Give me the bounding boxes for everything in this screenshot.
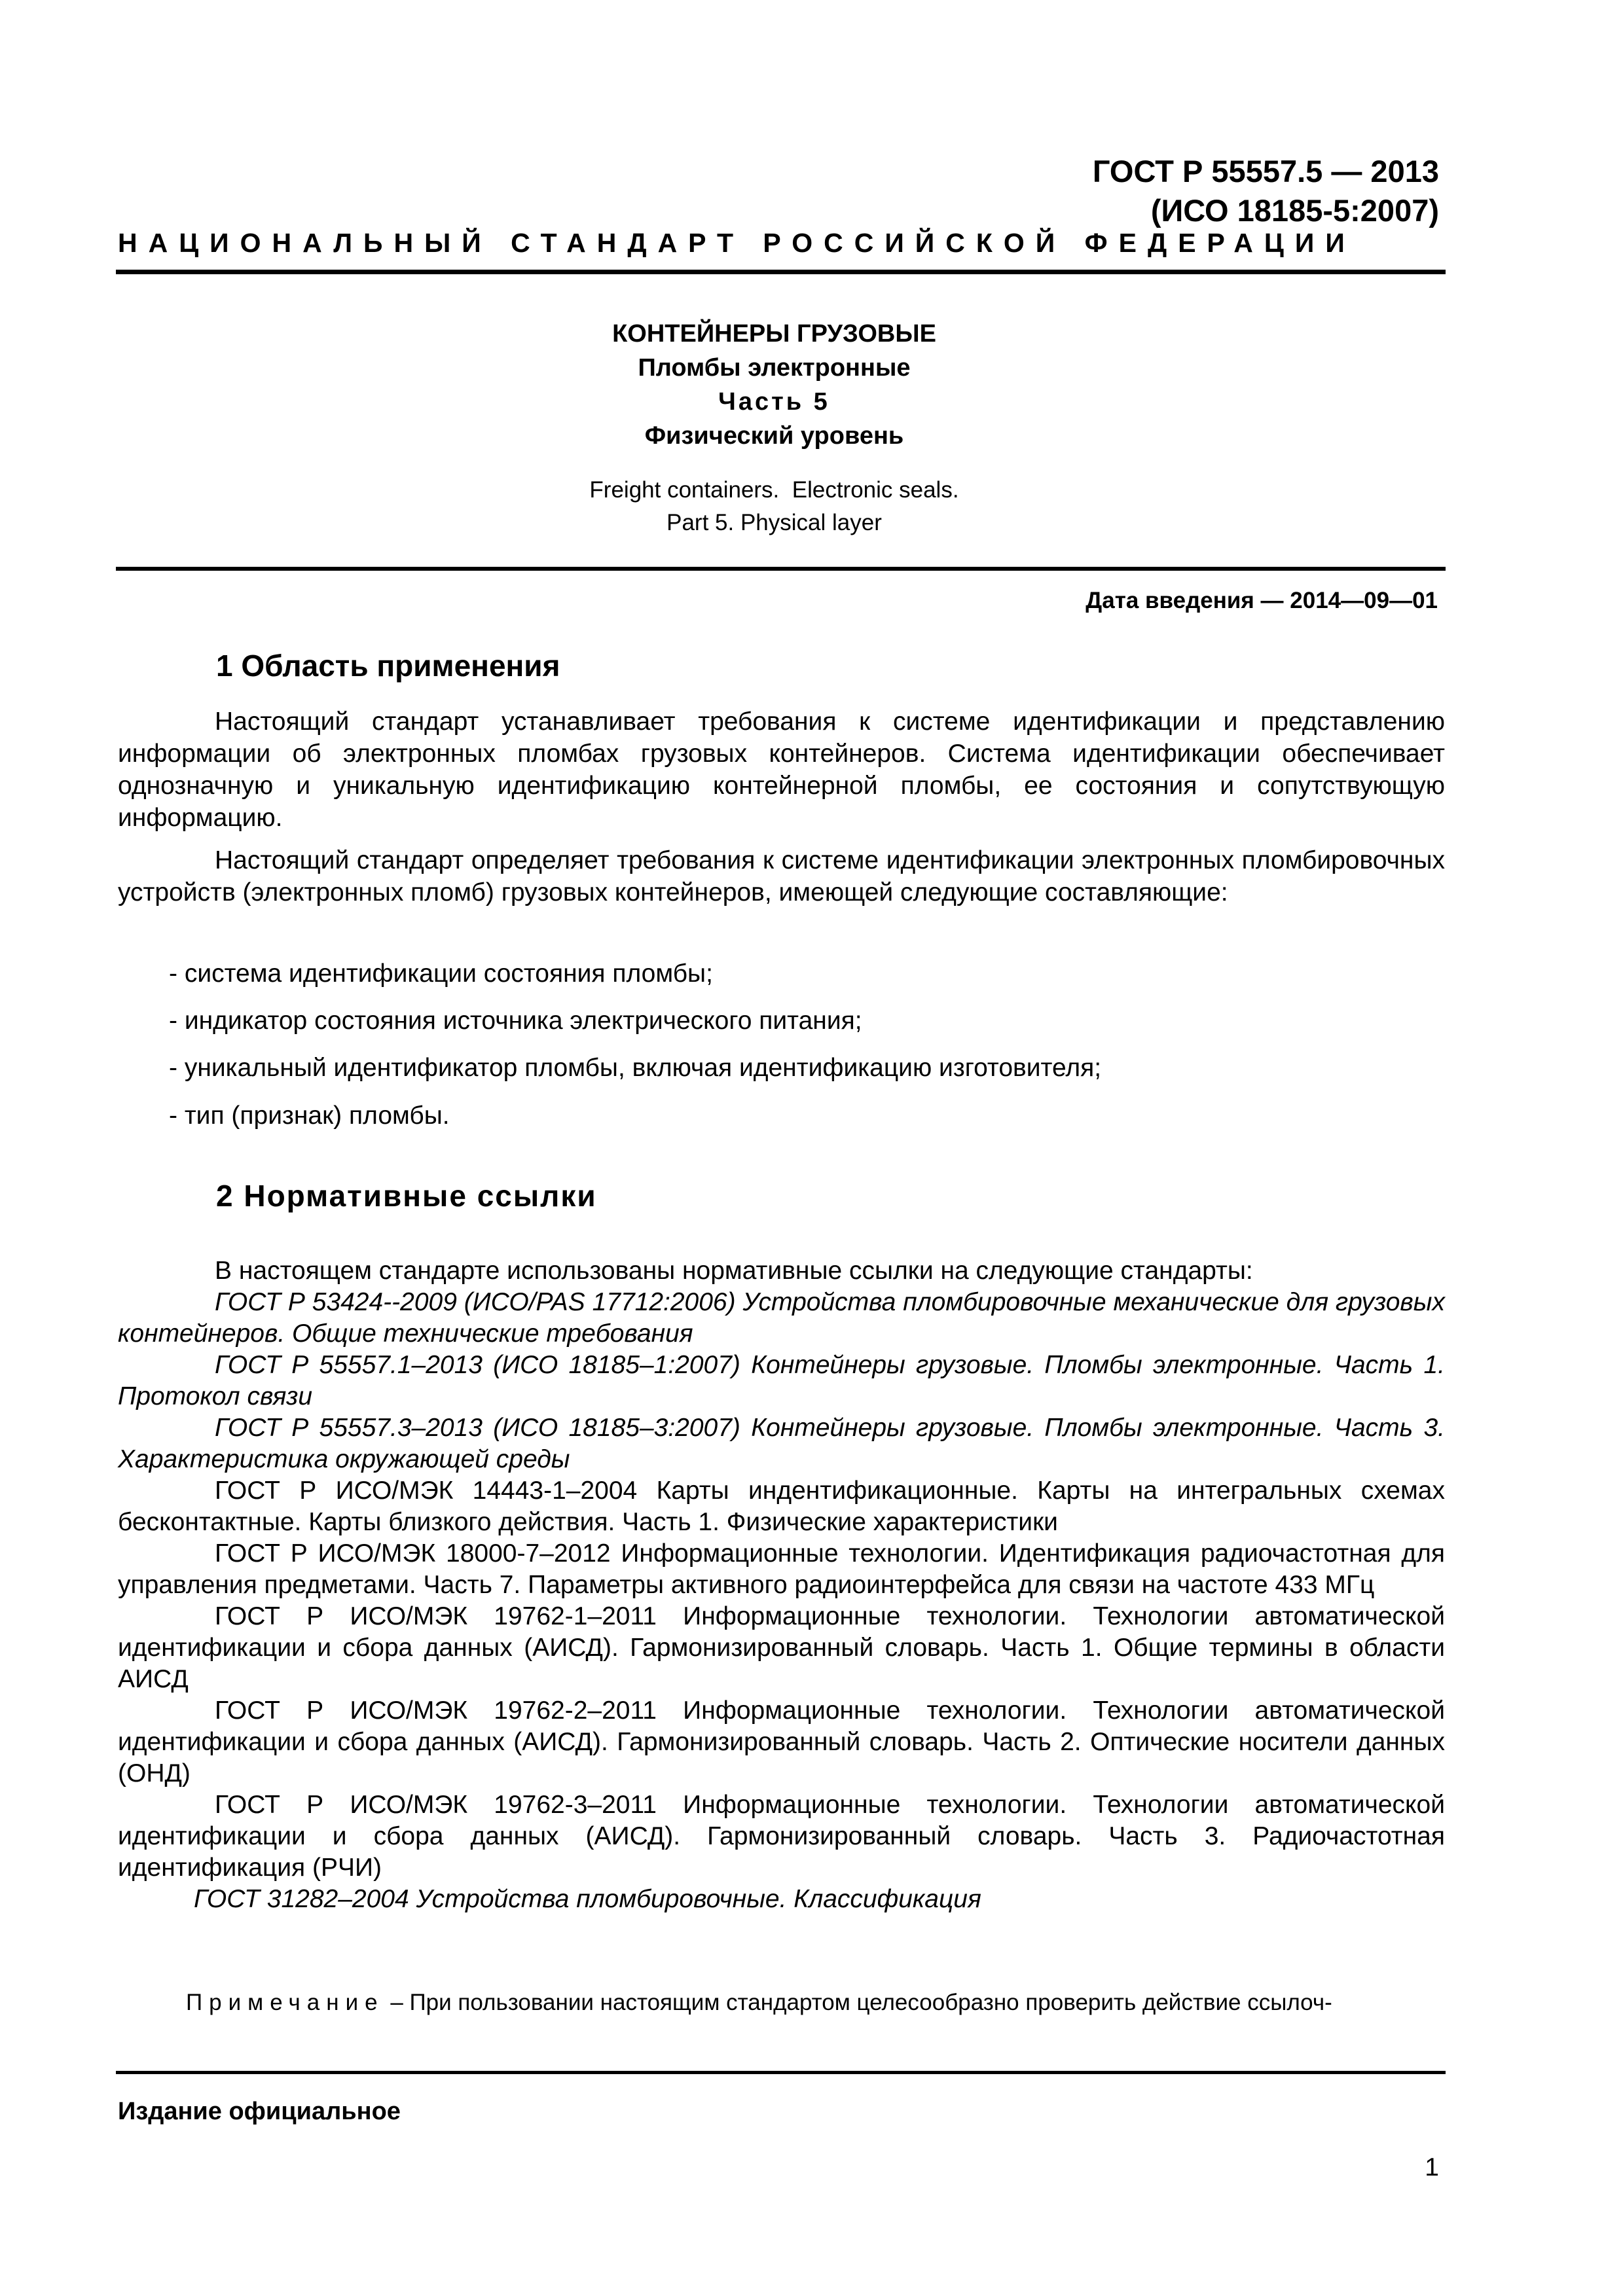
header-rule [116,270,1446,274]
list-item: - уникальный идентификатор пломбы, включая идентификацию изготовителя; [169,1054,1102,1082]
gost-code: ГОСТ Р 55557.5 — 2013 [1092,154,1439,188]
title-line-3: Часть 5 [718,388,830,416]
paragraph-text: Настоящий стандарт устанавливает требования к системе идентификации и представлению информации об электронных пломбах грузовых контейнеров. Система идентификации обеспечивает однозначную и уникальную идентификацию контейнерной пломбы, ее состояния и сопутствующую информацию. [118,708,1445,832]
reference-item: ГОСТ Р 55557.1–2013 (ИСО 18185–1:2007) Контейнеры грузовые. Пломбы электронные. Часть 1. Протокол связи [118,1351,1445,1410]
reference-item: ГОСТ Р ИСО/МЭК 19762-3–2011 Информационные технологии. Технологии автоматической идентификации и сбора данных (АИСД). Гармонизированный словарь. Часть 3. Радиочастотная идентификация (РЧИ) [118,1791,1445,1882]
english-title [0,474,1548,539]
english-title-line-2: Part 5. Physical layer [666,510,882,535]
section-1-paragraph-2 [118,844,1445,908]
page-number: 1 [1425,2153,1439,2181]
standard-title [0,317,1548,453]
reference-item: ГОСТ Р 53424--2009 (ИСО/PAS 17712:2006) Устройства пломбировочные механические для грузовых контейнеров. Общие технические требования [118,1288,1445,1348]
list-item: - индикатор состояния источника электрического питания; [169,1007,862,1035]
references-intro: В настоящем стандарте использованы нормативные ссылки на следующие стандарты: [215,1257,1253,1285]
list-item: - система идентификации состояния пломбы; [169,960,713,988]
title-line-4: Физический уровень [644,422,904,450]
official-edition-label: Издание официальное [118,2098,401,2125]
note-text: – При пользовании настоящим стандартом целесообразно проверить действие ссылоч- [384,1990,1332,2015]
paragraph-text: Настоящий стандарт определяет требования к системе идентификации электронных пломбировочных устройств (электронных пломб) грузовых контейнеров, имеющей следующие составляющие: [118,846,1445,906]
section-1-heading: 1 Область применения [216,649,560,683]
document-code [1093,152,1439,230]
normative-references [118,1255,1445,1915]
reference-item: ГОСТ 31282–2004 Устройства пломбировочные. Классификация [194,1885,981,1913]
footer-rule [116,2071,1446,2074]
date-of-introduction: Дата введения — 2014—09—01 [1085,588,1438,613]
reference-item: ГОСТ Р 55557.3–2013 (ИСО 18185–3:2007) Контейнеры грузовые. Пломбы электронные. Часть 3. Характеристика окружающей среды [118,1414,1445,1473]
reference-item: ГОСТ Р ИСО/МЭК 14443-1–2004 Карты индентификационные. Карты на интегральных схемах бесконтактные. Карты близкого действия. Часть 1. Физические характеристики [118,1477,1445,1536]
note [186,1990,1332,2016]
reference-item: ГОСТ Р ИСО/МЭК 19762-2–2011 Информационные технологии. Технологии автоматической идентификации и сбора данных (АИСД). Гармонизированный словарь. Часть 2. Оптические носители данных (ОНД) [118,1696,1445,1787]
title-line-1: КОНТЕЙНЕРЫ ГРУЗОВЫЕ [612,320,936,348]
english-title-line-1: Freight containers. Electronic seals. [589,477,959,503]
iso-code: (ИСО 18185-5:2007) [1150,193,1439,228]
title-rule [116,567,1446,571]
reference-item: ГОСТ Р ИСО/МЭК 18000-7–2012 Информационные технологии. Идентификация радиочастотная для управления предметами. Часть 7. Параметры активного радиоинтерфейса для связи на частоте 433 МГц [118,1539,1445,1599]
note-label: Примечание [186,1990,384,2015]
list-item: - тип (признак) пломбы. [169,1102,450,1130]
section-2-heading: 2 Нормативные ссылки [216,1179,597,1213]
title-line-2: Пломбы электронные [638,354,911,382]
section-1-paragraph-1 [118,706,1445,834]
national-standard-title: НАЦИОНАЛЬНЫЙ СТАНДАРТ РОССИЙСКОЙ ФЕДЕРАЦИИ [118,228,1356,258]
reference-item: ГОСТ Р ИСО/МЭК 19762-1–2011 Информационные технологии. Технологии автоматической идентификации и сбора данных (АИСД). Гармонизированный словарь. Часть 1. Общие термины в области АИСД [118,1602,1445,1693]
